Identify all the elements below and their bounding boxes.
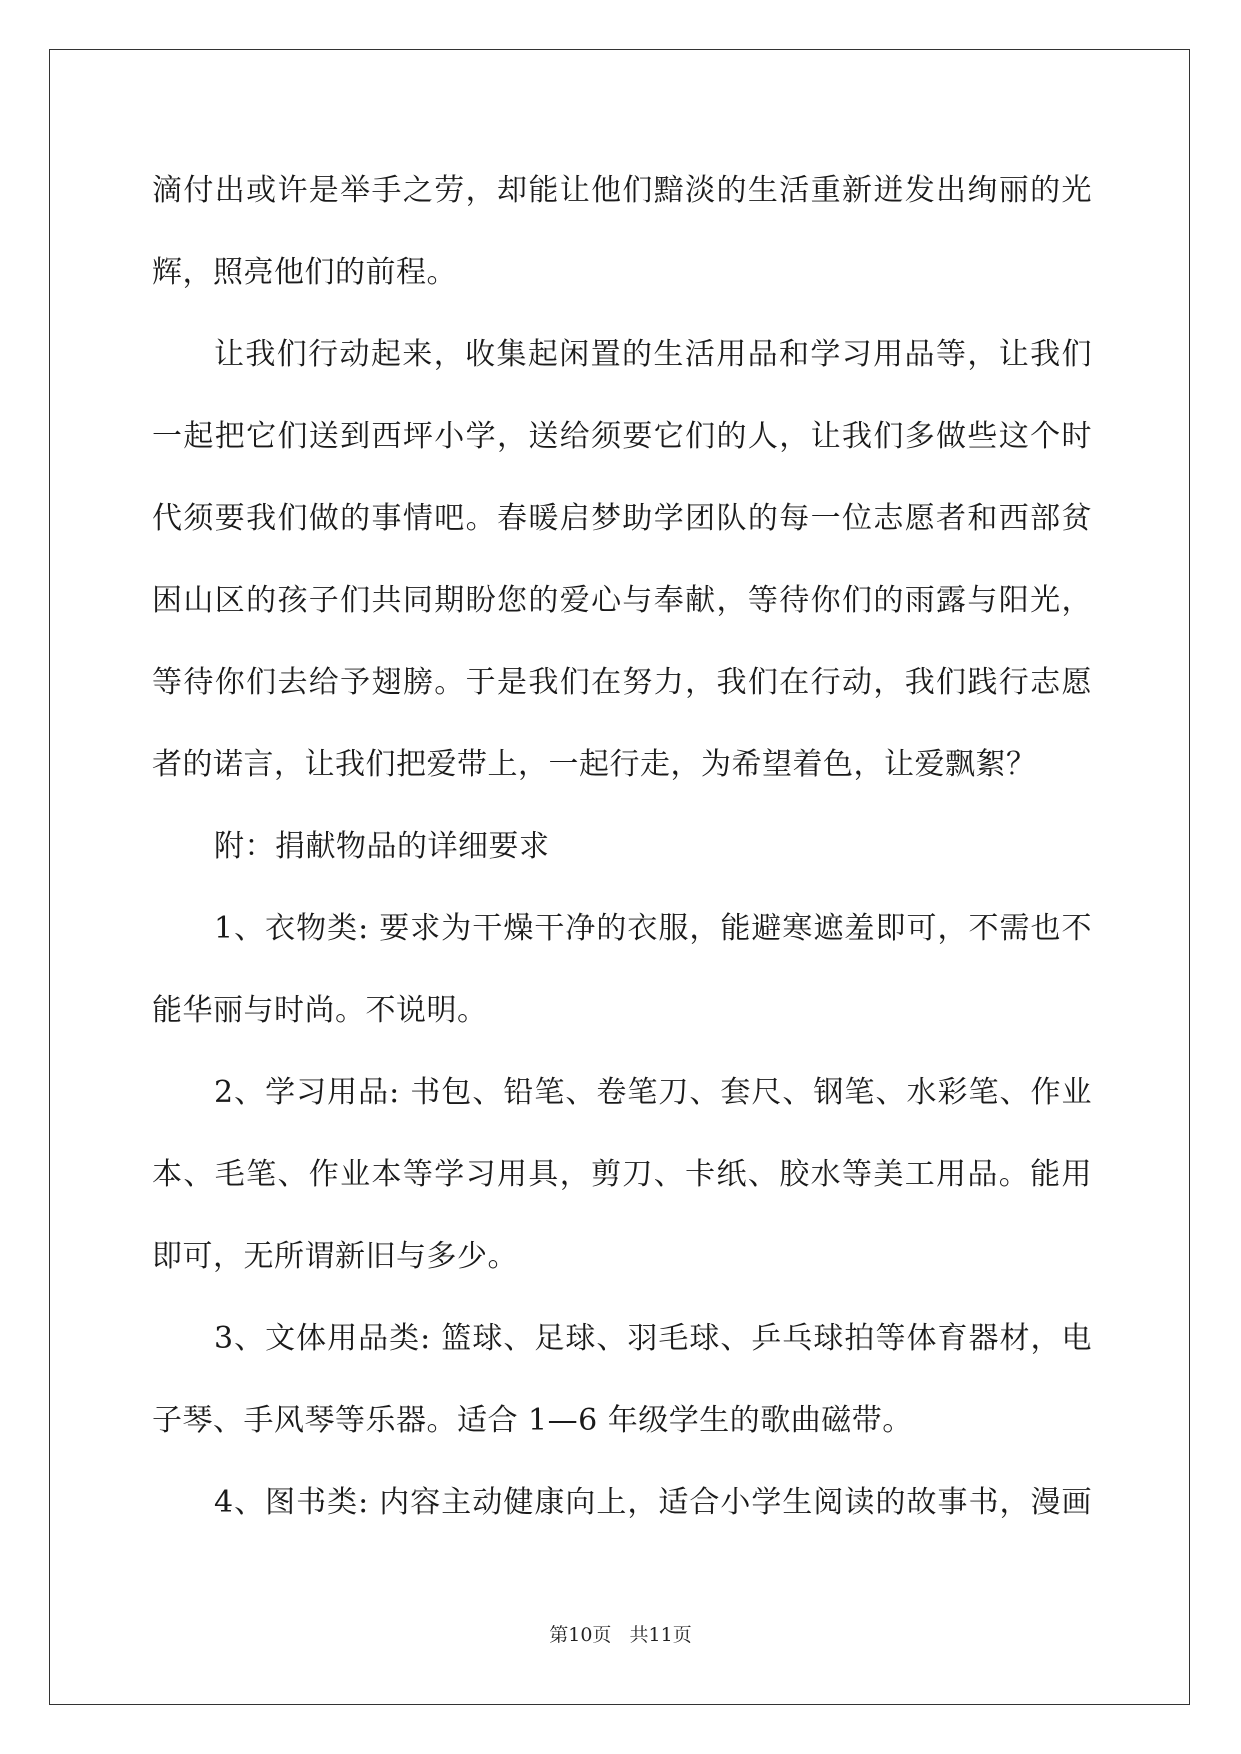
text-line: 3、文体用品类: 篮球、足球、羽毛球、乒乓球拍等体育器材，电 — [214, 1321, 1092, 1356]
appendix-heading: 附：捐献物品的详细要求 — [214, 829, 550, 864]
text-line: 子琴、手风琴等乐器。适合 1—6 年级学生的歌曲磁带。 — [152, 1403, 913, 1438]
text-line: 辉，照亮他们的前程。 — [152, 255, 457, 290]
text-line: 等待你们去给予翅膀。于是我们在努力，我们在行动，我们践行志愿 — [152, 665, 1092, 700]
text-line: 代须要我们做的事情吧。春暖启梦助学团队的每一位志愿者和西部贫 — [152, 501, 1092, 536]
text-line: 让我们行动起来，收集起闲置的生活用品和学习用品等，让我们 — [214, 337, 1092, 372]
text-line: 者的诺言，让我们把爱带上，一起行走，为希望着色，让爱飘絮？ — [152, 747, 1037, 782]
text-line: 一起把它们送到西坪小学，送给须要它们的人，让我们多做些这个时 — [152, 419, 1092, 454]
page-number-footer: 第10页 共11页 — [549, 1624, 692, 1646]
text-line: 4、图书类: 内容主动健康向上，适合小学生阅读的故事书，漫画 — [214, 1485, 1092, 1520]
text-line: 能华丽与时尚。不说明。 — [152, 993, 488, 1028]
text-line: 本、毛笔、作业本等学习用具，剪刀、卡纸、胶水等美工用品。能用 — [152, 1157, 1092, 1192]
document-body — [152, 158, 1092, 1552]
text-line: 1、衣物类: 要求为干燥干净的衣服，能避寒遮羞即可，不需也不 — [214, 911, 1092, 946]
text-line: 滴付出或许是举手之劳，却能让他们黯淡的生活重新迸发出绚丽的光 — [152, 173, 1092, 208]
text-line: 2、学习用品: 书包、铅笔、卷笔刀、套尺、钢笔、水彩笔、作业 — [214, 1075, 1092, 1110]
text-line: 困山区的孩子们共同期盼您的爱心与奉献，等待你们的雨露与阳光， — [152, 583, 1092, 618]
text-line: 即可，无所谓新旧与多少。 — [152, 1239, 518, 1274]
